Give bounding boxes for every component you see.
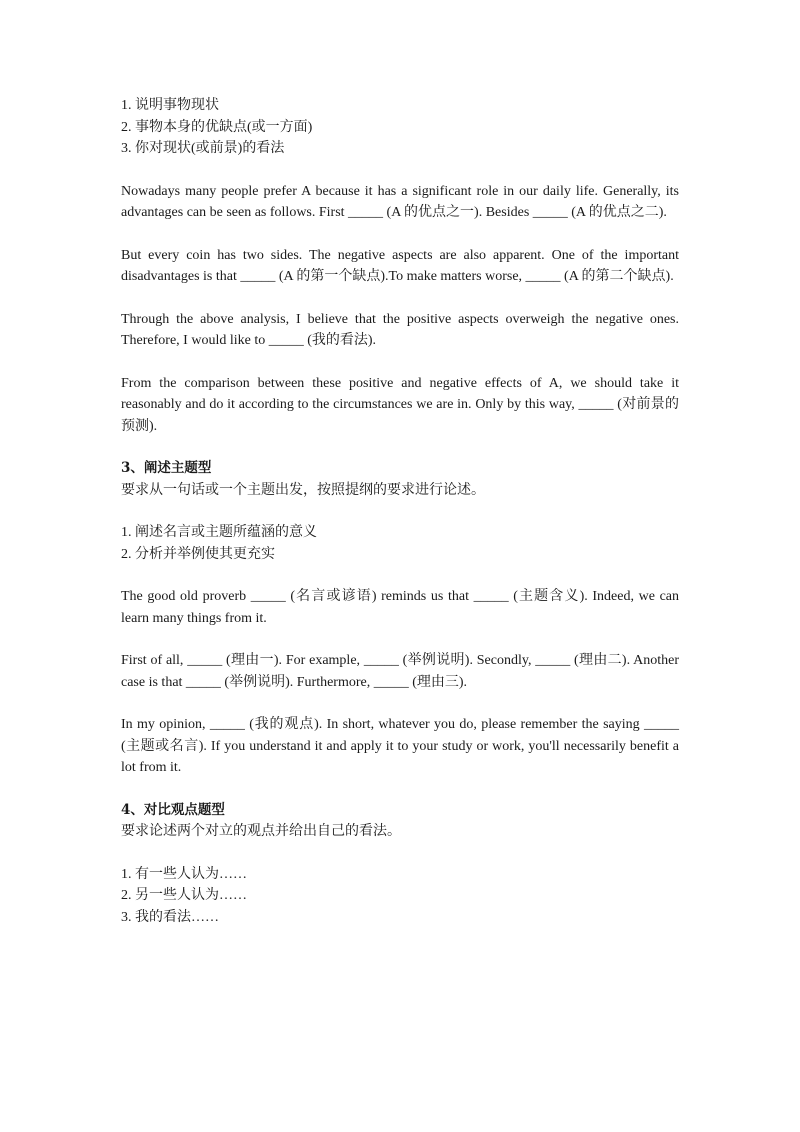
section-description: 要求从一句话或一个主题出发，按照提纲的要求进行论述。 (121, 482, 485, 498)
section-heading: 3、阐述主题型 (121, 460, 212, 476)
list-item: 1. 有一些人认为…… (121, 866, 247, 882)
document-page (121, 95, 679, 928)
template-paragraph: In my opinion, _____ (我的观点). In short, whatever you do, please remember the saying _____ (主题或名言). If you understand it and apply it to your study or work, you'll necessarily benefit a lot from it. (121, 717, 679, 775)
list-item: 2. 分析并举例使其更充实 (121, 546, 275, 562)
list-item: 3. 我的看法…… (121, 909, 219, 925)
section-3 (121, 458, 679, 779)
template-paragraph: Through the above analysis, I believe that the positive aspects overweigh the negative ones. Therefore, I would like to _____ (我的看法). (121, 311, 679, 348)
list-item: 1. 说明事物现状 (121, 98, 219, 113)
section-4 (121, 800, 679, 929)
section-heading: 4、对比观点题型 (121, 801, 225, 818)
section-description: 要求论述两个对立的观点并给出自己的看法。 (121, 824, 401, 839)
list-item: 3. 你对现状(或前景)的看法 (121, 141, 285, 156)
list-item: 2. 另一些人认为…… (121, 888, 247, 903)
template-paragraph: First of all, _____ (理由一). For example, _____ (举例说明). Secondly, _____ (理由二). Another case is that _____ (举例说明). Furthermore, _____ (理由三). (121, 653, 679, 690)
template-paragraph: But every coin has two sides. The negative aspects are also apparent. One of the important disadvantages is that _____ (A 的第一个缺点).To make matters worse, _____ (A 的第二个缺点). (121, 247, 679, 284)
list-item: 2. 事物本身的优缺点(或一方面) (121, 119, 313, 135)
template-paragraph: The good old proverb _____ (名言或谚语) reminds us that _____ (主题含义). Indeed, we can learn many things from it. (121, 589, 679, 626)
intro-outline-list (121, 95, 679, 160)
list-item: 1. 阐述名言或主题所蕴涵的意义 (121, 525, 317, 540)
template-paragraph: From the comparison between these positive and negative effects of A, we should take it reasonably and do it according to the circumstances we are in. Only by this way, _____ (对前景的预测). (121, 375, 679, 434)
template-paragraph: Nowadays many people prefer A because it has a significant role in our daily life. Generally, its advantages can be seen as follows. First _____ (A 的优点之一). Besides _____ (A 的优点之二). (121, 183, 679, 220)
